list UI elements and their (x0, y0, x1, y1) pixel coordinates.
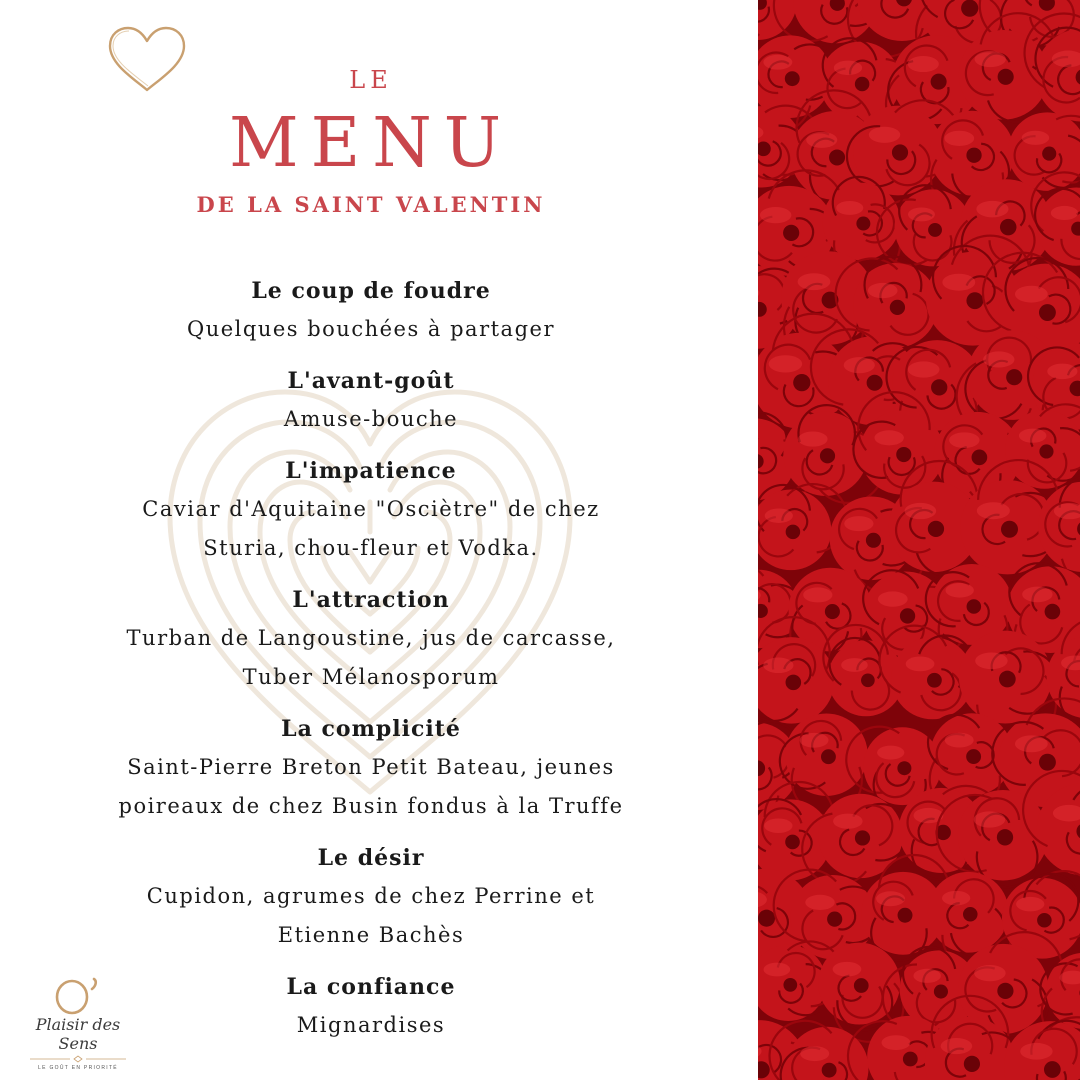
course-description: Cupidon, agrumes de chez Perrine et (146, 884, 596, 908)
course-name: La confiance (286, 974, 456, 1000)
page-subtitle: DE LA SAINT VALENTIN (196, 192, 546, 217)
course-item (0, 710, 742, 826)
title-le: LE (349, 66, 393, 94)
brand-logo (20, 975, 136, 1071)
logo-divider (30, 1055, 126, 1063)
course-description: Saint-Pierre Breton Petit Bateau, jeunes (127, 755, 615, 779)
course-description: Amuse-bouche (283, 407, 459, 431)
roses-photo (758, 0, 1080, 1080)
course-list (0, 272, 742, 1058)
course-name: Le désir (317, 845, 425, 871)
course-name: L'avant-goût (287, 368, 455, 394)
course-description: Quelques bouchées à partager (186, 317, 555, 341)
logo-name: Plaisir des Sens (35, 1015, 121, 1053)
course-description: Tuber Mélanosporum (242, 665, 500, 689)
course-item (0, 581, 742, 697)
logo-mark-icon (50, 975, 106, 1015)
course-item (0, 362, 742, 439)
course-item (0, 452, 742, 568)
course-name: L'impatience (285, 458, 457, 484)
course-description: poireaux de chez Busin fondus à la Truffe (118, 794, 624, 818)
course-description: Turban de Langoustine, jus de carcasse, (126, 626, 616, 650)
course-item (0, 272, 742, 349)
course-description: Caviar d'Aquitaine "Osciètre" de chez (142, 497, 600, 521)
course-description: Mignardises (296, 1013, 446, 1037)
course-item (0, 839, 742, 955)
page-title: MENU (228, 104, 514, 183)
course-description: Etienne Bachès (277, 923, 465, 947)
course-name: Le coup de foudre (251, 278, 491, 304)
course-name: L'attraction (292, 587, 450, 613)
course-description: Sturia, chou-fleur et Vodka. (203, 536, 539, 560)
logo-tagline: LE GOÛT EN PRIORITÉ (38, 1065, 118, 1071)
roses-image (758, 0, 1080, 1080)
course-name: La complicité (281, 716, 461, 742)
